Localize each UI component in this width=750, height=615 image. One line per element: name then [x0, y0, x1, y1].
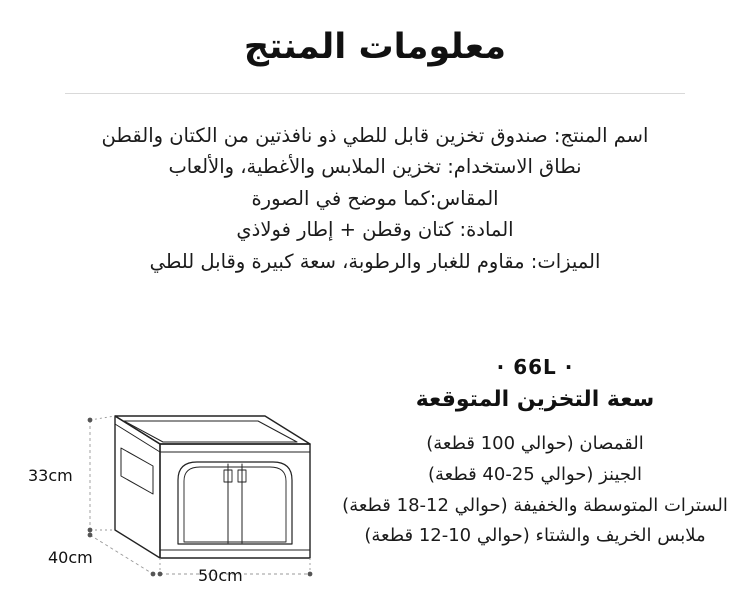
storage-box-illustration: [20, 380, 330, 595]
capacity-item: ملابس الخريف والشتاء (حوالي 10-12 قطعة): [364, 525, 706, 547]
capacity-text-block: [320, 355, 750, 552]
capacity-item: الجينز (حوالي 25-40 قطعة): [427, 463, 643, 485]
capacity-section: [0, 355, 750, 615]
specs-list: [0, 120, 750, 278]
capacity-item: السترات المتوسطة والخفيفة (حوالي 12-18 قطعة): [342, 494, 728, 516]
capacity-heading: سعة التخزين المتوقعة: [415, 387, 655, 412]
spec-item: المقاس:كما موضح في الصورة: [251, 186, 499, 210]
dimension-width-label: 50cm: [198, 566, 243, 585]
page-title: معلومات المنتج: [243, 27, 507, 67]
dimension-depth-label: 40cm: [48, 548, 93, 567]
spec-item: الميزات: مقاوم للغبار والرطوبة، سعة كبيرة وقابل للطي: [149, 249, 601, 273]
spec-item: نطاق الاستخدام: تخزين الملابس والأغطية، والألعاب: [168, 155, 582, 179]
capacity-volume: · 66L ·: [496, 355, 574, 379]
dimension-dots: [88, 418, 313, 577]
title-divider: [65, 93, 685, 94]
capacity-item: القمصان (حوالي 100 قطعة): [426, 432, 644, 454]
capacity-items: [320, 429, 750, 553]
dimension-height-label: 33cm: [28, 466, 73, 485]
spec-item: اسم المنتج: صندوق تخزين قابل للطي ذو نافذتين من الكتان والقطن: [101, 123, 649, 147]
spec-item: المادة: كتان وقطن + إطار فولاذي: [236, 218, 514, 242]
